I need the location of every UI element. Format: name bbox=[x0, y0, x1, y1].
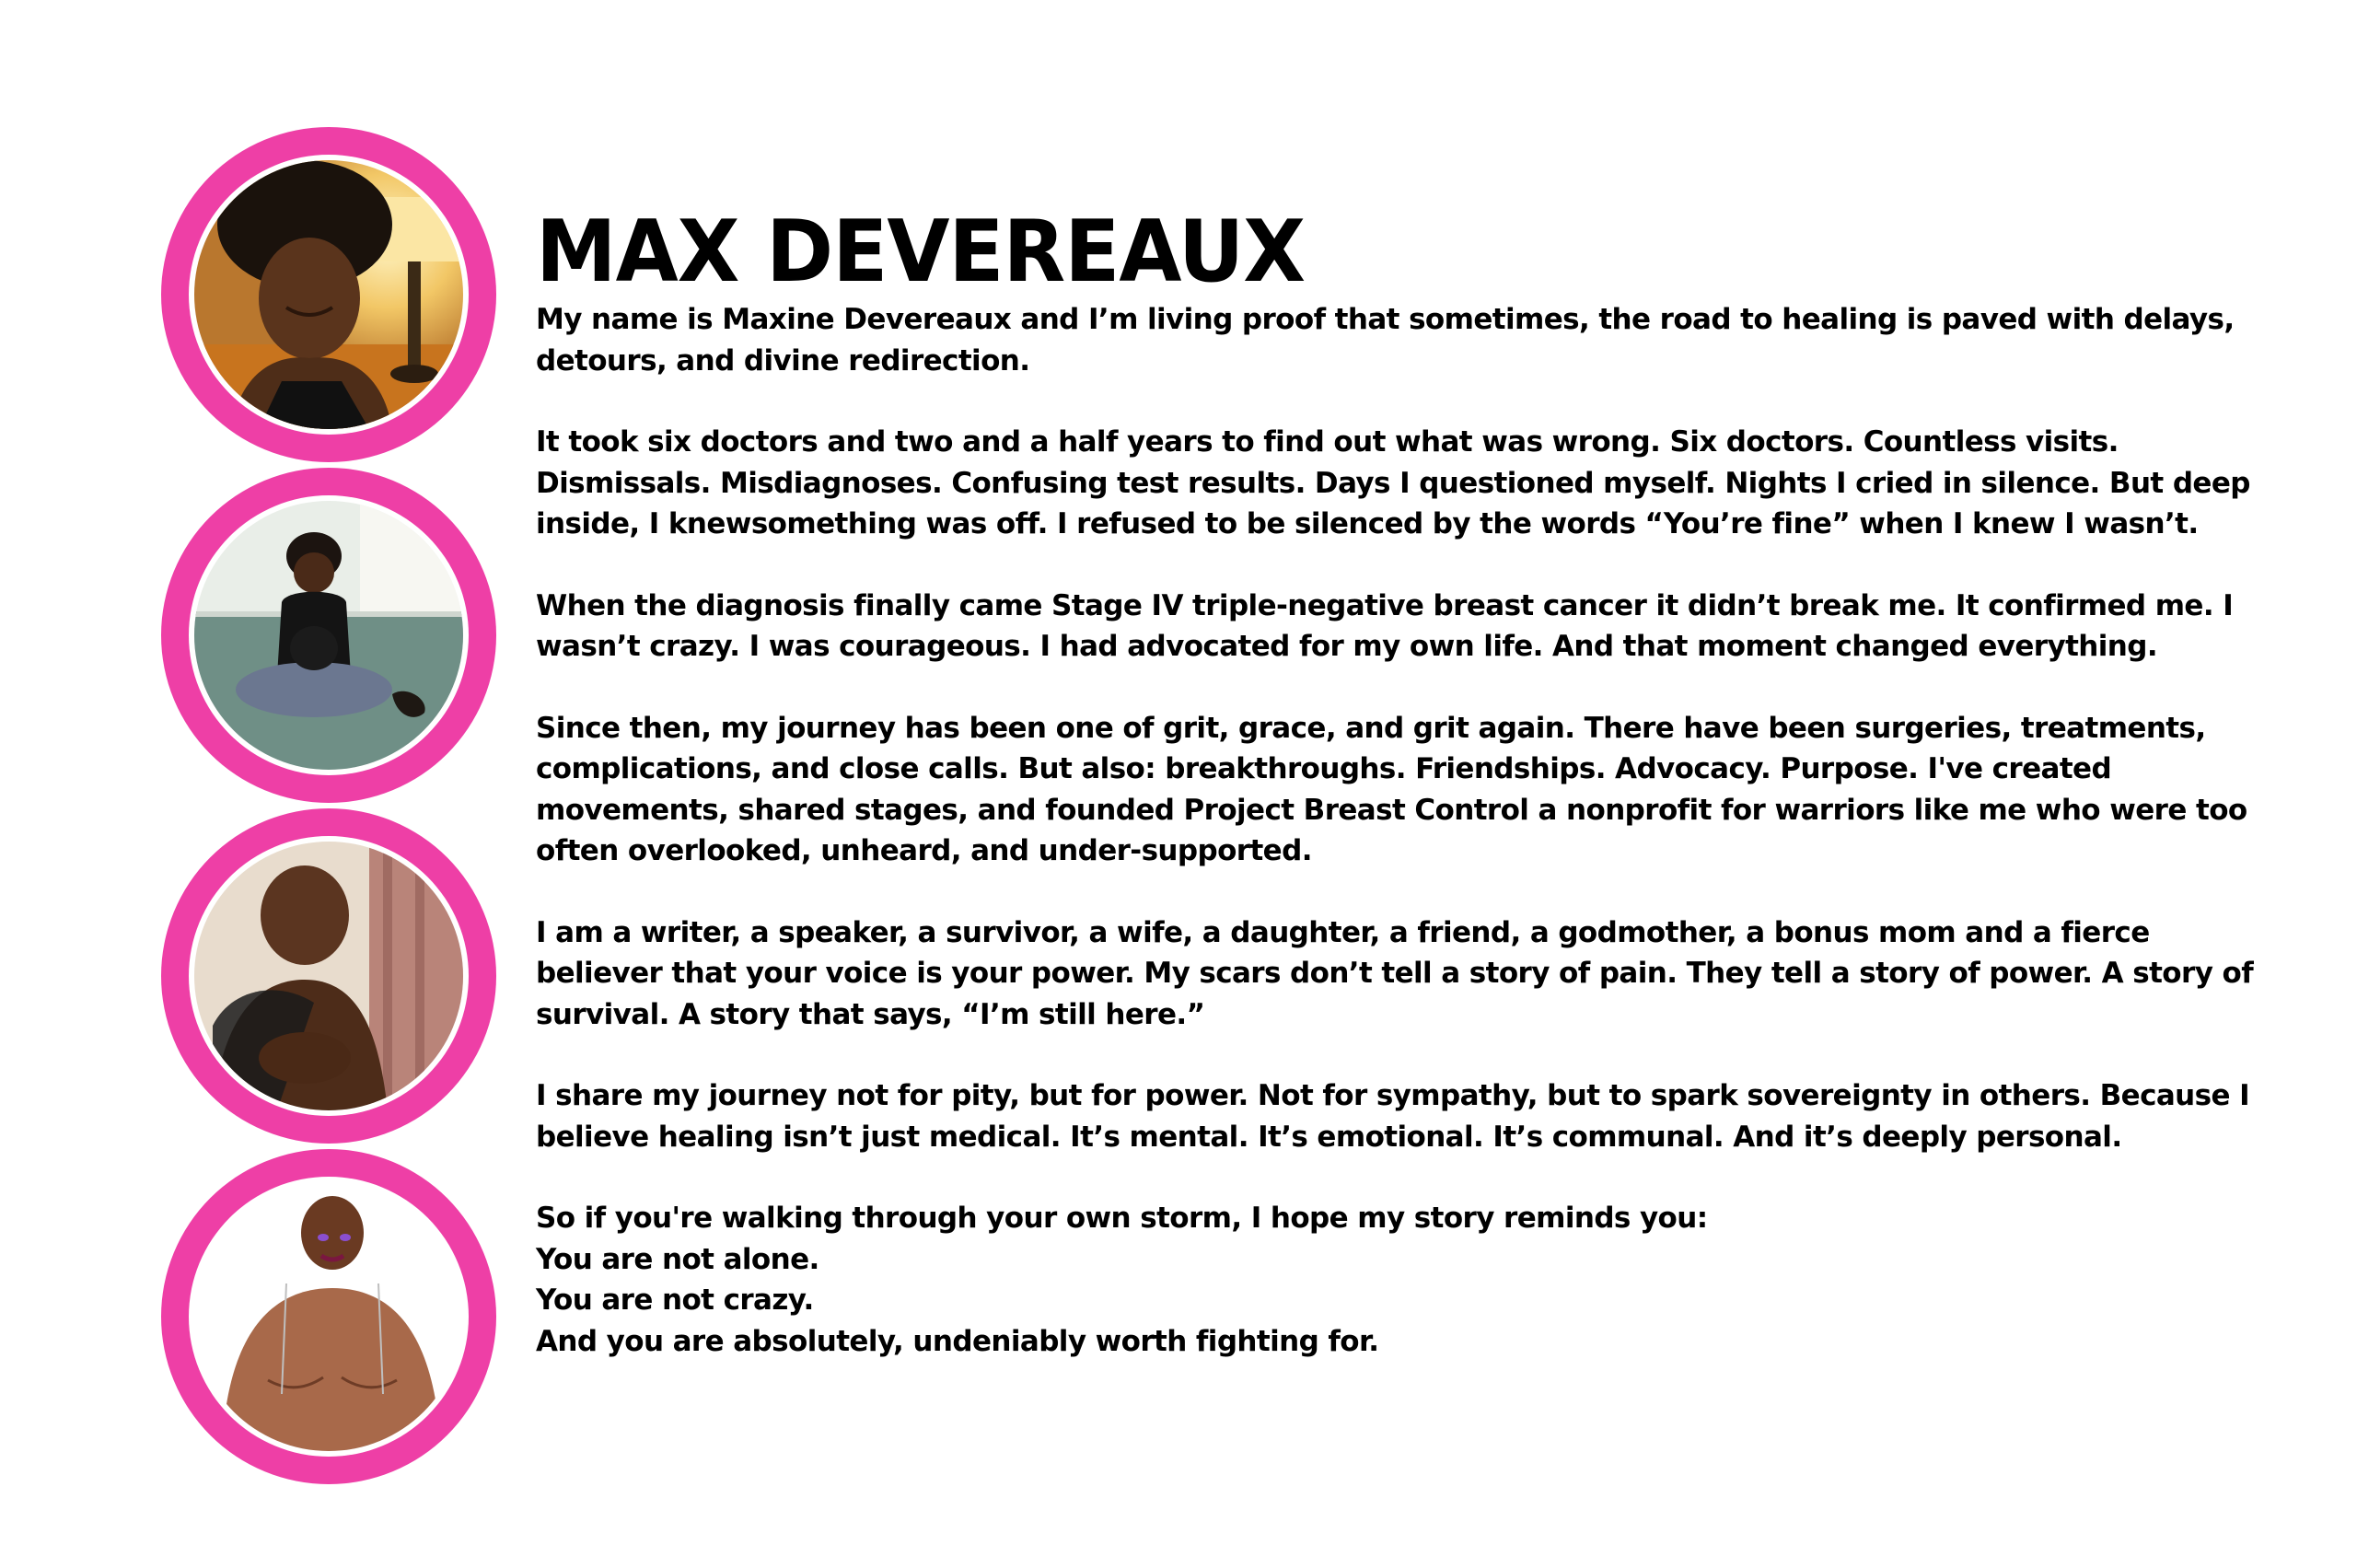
bio-paragraph-diagnosis: When the diagnosis finally came Stage IV triple-negative breast cancer it didn’t break me. It confirmed me. I wasn’t crazy. I was courageous. I had advocated for my own life. And that moment changed everything. bbox=[536, 588, 2234, 663]
photo-frame bbox=[189, 155, 469, 435]
photo-ring-4 bbox=[161, 1149, 496, 1484]
closing-line: So if you're walking through your own storm, I hope my story reminds you: bbox=[536, 1202, 1708, 1235]
photo-frame bbox=[189, 1177, 469, 1457]
bio-paragraph-identity: I am a writer, a speaker, a survivor, a wife, a daughter, a friend, a godmother, a bonus mom and a fierce believer that your voice is your power. My scars don’t tell a story of pain. They tell a story of power. A story of survival. A story that says, “I’m still here.” bbox=[536, 915, 2254, 1031]
closing-line: You are not crazy. bbox=[536, 1283, 814, 1317]
photo-frame bbox=[189, 836, 469, 1116]
bio-content bbox=[536, 201, 2285, 1362]
bio-paragraph-purpose: I share my journey not for pity, but for power. Not for sympathy, but to spark sovereignty in others. Because I believe healing isn’t just medical. It’s mental. It’s emotional. It’s communal. And it’s deeply personal. bbox=[536, 1079, 2250, 1154]
surgery-scar-photo bbox=[194, 1182, 463, 1451]
page-title: MAX DEVEREAUX bbox=[536, 201, 1306, 301]
closing-line: And you are absolutely, undeniably worth fighting for. bbox=[536, 1324, 1379, 1358]
photo-frame bbox=[189, 495, 469, 775]
seated-photo bbox=[194, 501, 463, 770]
photo-ring-1 bbox=[161, 127, 496, 462]
bio-paragraph-diagnosis-journey: It took six doctors and two and a half years to find out what was wrong. Six doctors. Countless visits. Dismissals. Misdiagnoses. Confusing test results. Days I questioned myself. Nights I cried in silence. But deep inside, I knewsomething was off. I refused to be silenced by the words “You’re fine” when I knew I wasn’t. bbox=[536, 425, 2250, 540]
bio-paragraphs bbox=[536, 299, 2285, 1362]
photo-column bbox=[0, 0, 516, 1568]
bio-closing bbox=[536, 1198, 2285, 1362]
bio-paragraph-since-then: Since then, my journey has been one of grit, grace, and grit again. There have been surgeries, treatments, complications, and close calls. But also: breakthroughs. Friendships. Advocacy. Purpose. I've created movements, shared stages, and founded Project Breast Control a nonprofit for warriors like me who were too often overlooked, unheard, and under-supported. bbox=[536, 711, 2247, 867]
photo-ring-3 bbox=[161, 808, 496, 1144]
closing-line: You are not alone. bbox=[536, 1242, 819, 1276]
bald-portrait-photo bbox=[194, 842, 463, 1110]
bio-paragraph-intro: My name is Maxine Devereaux and I’m living proof that sometimes, the road to healing is paved with delays, detours, and divine redirection. bbox=[536, 303, 2235, 377]
portrait-photo bbox=[194, 160, 463, 429]
photo-ring-2 bbox=[161, 468, 496, 803]
